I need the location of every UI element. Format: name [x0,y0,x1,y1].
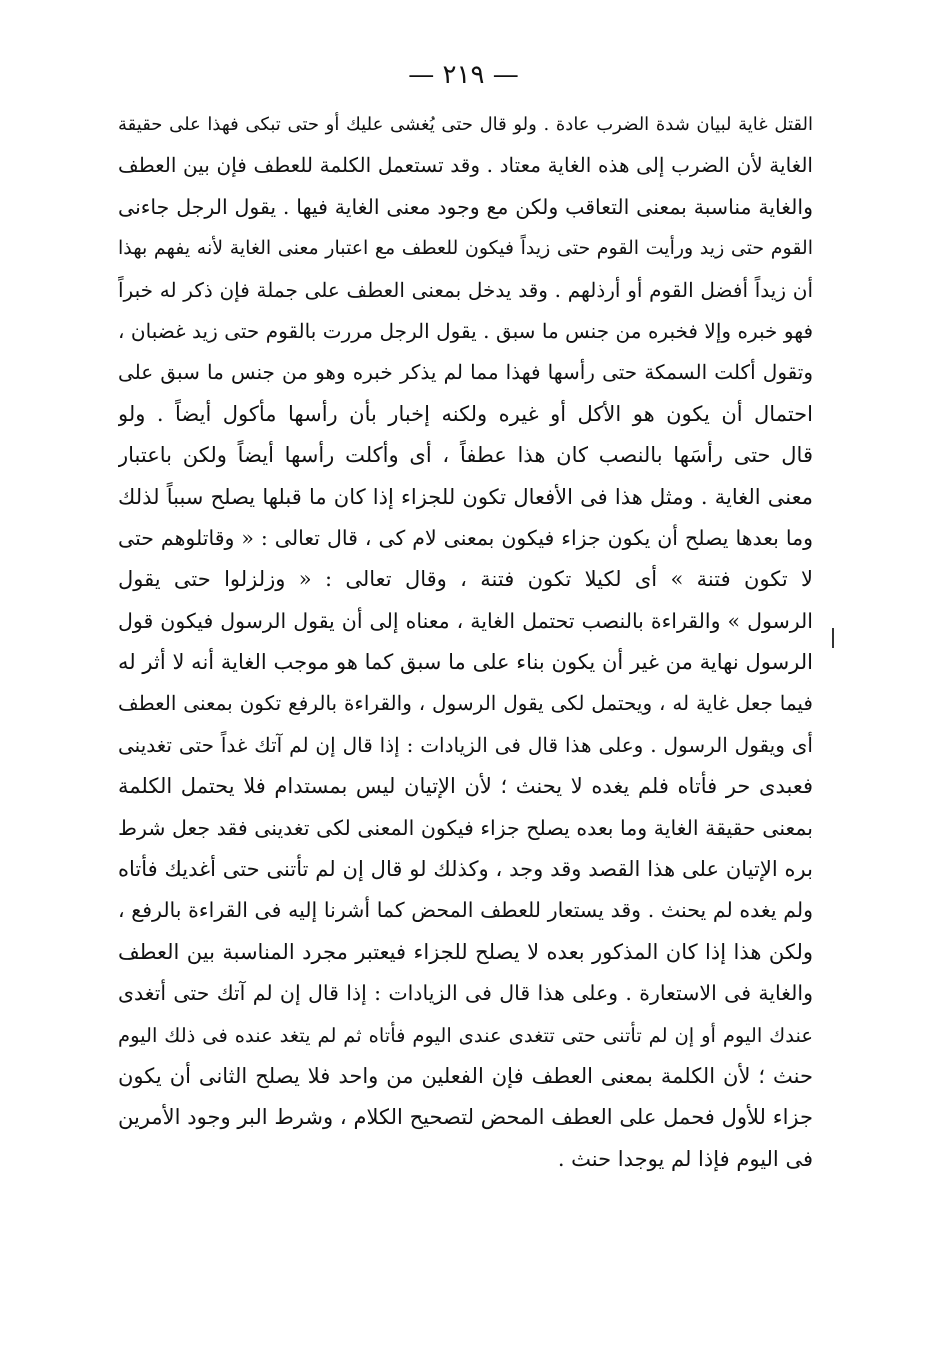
text-line: أى ويقول الرسول . وعلى هذا قال فى الزيادات : إذا قال إن لم آتك غداً حتى تغدينى [118,732,813,757]
text-line: عندك اليوم أو إن لم تأتنى حتى تتغدى عندى اليوم فأتاه ثم لم يتغد عنده فى ذلك اليوم [118,1023,813,1047]
margin-mark [832,628,834,648]
text-line: قال حتى رأسَها بالنصب كان هذا عطفاً ، أى وأكلت رأسها أيضاً ولكن باعتبار [118,443,813,468]
text-line: القتل غاية لبيان شدة الضرب عادة . ولو قال حتى يُغشى عليك أو حتى تبكى فهذا على حقيقة [118,114,813,135]
text-line: احتمال أن يكون هو الأكل أو غيره ولكنه إخبار بأن رأسها مأكول أيضاً . ولو [118,401,813,426]
page-number: — ٢١٩ — [408,60,519,90]
text-line: والغاية مناسبة بمعنى التعاقب ولكن مع وجود معنى الغاية فيها . يقول الرجل جاءنى [118,194,813,219]
text-line: بره الإتيان على هذا القصد وقد وجد ، وكذلك لو قال إن لم تأتنى حتى أغديك فأتاه [118,857,813,882]
text-line: الرسول » والقراءة بالنصب تحتمل الغاية ، معناه إلى أن يقول الرسول فيكون قول [118,608,813,633]
text-line: فيما جعل غاية له ، ويحتمل لكى يقول الرسول ، والقراءة بالرفع تكون بمعنى العطف [118,691,813,716]
text-line: فى اليوم فإذا لم يوجدا حنث . [557,1146,813,1171]
text-line: لا تكون فتنة » أى لكيلا تكون فتنة ، وقال تعالى : « وزلزلوا حتى يقول [118,567,813,592]
text-line: فعبدى حر فأتاه فلم يغده لا يحنث ؛ لأن الإتيان ليس بمستدام فلا يحتمل الكلمة [118,774,813,799]
text-line: ولم يغده لم يحنث . وقد يستعار للعطف المحض كما أشرنا إليه فى القراءة بالرفع ، [118,898,813,923]
text-line: وما بعدها يصلح أن يكون جزاء فيكون بمعنى لام كى ، قال تعالى : « وقاتلوهم حتى [118,525,813,550]
text-line: وتقول أكلت السمكة حتى رأسها فهذا مما لم يذكر خبره وهو من جنس ما سبق على [118,360,813,385]
text-line: الغاية لأن الضرب إلى هذه الغاية معتاد . وقد تستعمل الكلمة للعطف فإن بين العطف [118,153,813,178]
text-line: الرسول نهاية من غير أن يكون بناء على ما سبق كما هو موجب الغاية أنه لا أثر له [118,650,813,675]
text-line: القوم حتى زيد ورأيت القوم حتى زيداً فيكون للعطف مع اعتبار معنى الغاية لأنه يفهم بهذا [118,237,813,260]
text-line: أن زيداً أفضل القوم أو أرذلهم . وقد يدخل بمعنى العطف على جملة فإن ذكر له خبراً [118,277,813,302]
text-line: والغاية فى الاستعارة . وعلى هذا قال فى الزيادات : إذا قال إن لم آتك حتى أتغدى [118,981,813,1006]
text-line: ولكن هذا إذا كان المذكور بعده لا يصلح للجزاء فيعتبر مجرد المناسبة بين العطف [118,939,813,964]
text-line: فهو خبره وإلا فخبره من جنس ما سبق . يقول الرجل مررت بالقوم حتى زيد غضبان ، [118,318,813,343]
body-text [118,104,813,1180]
text-line: بمعنى حقيقة الغاية وما بعده يصلح جزاء فيكون المعنى لكى تغدينى فقد جعل شرط [118,815,813,840]
text-line: جزاء للأول فحمل على العطف المحض لتصحيح الكلام ، وشرط البر وجود الأمرين [118,1105,813,1130]
text-line: حنث ؛ لأن الكلمة بمعنى العطف فإن الفعلين من واحد فلا يصلح الثانى أن يكون [118,1063,813,1088]
text-line: معنى الغاية . ومثل هذا فى الأفعال تكون للجزاء إذا كان ما قبلها يصلح سبباً لذلك [118,484,813,509]
